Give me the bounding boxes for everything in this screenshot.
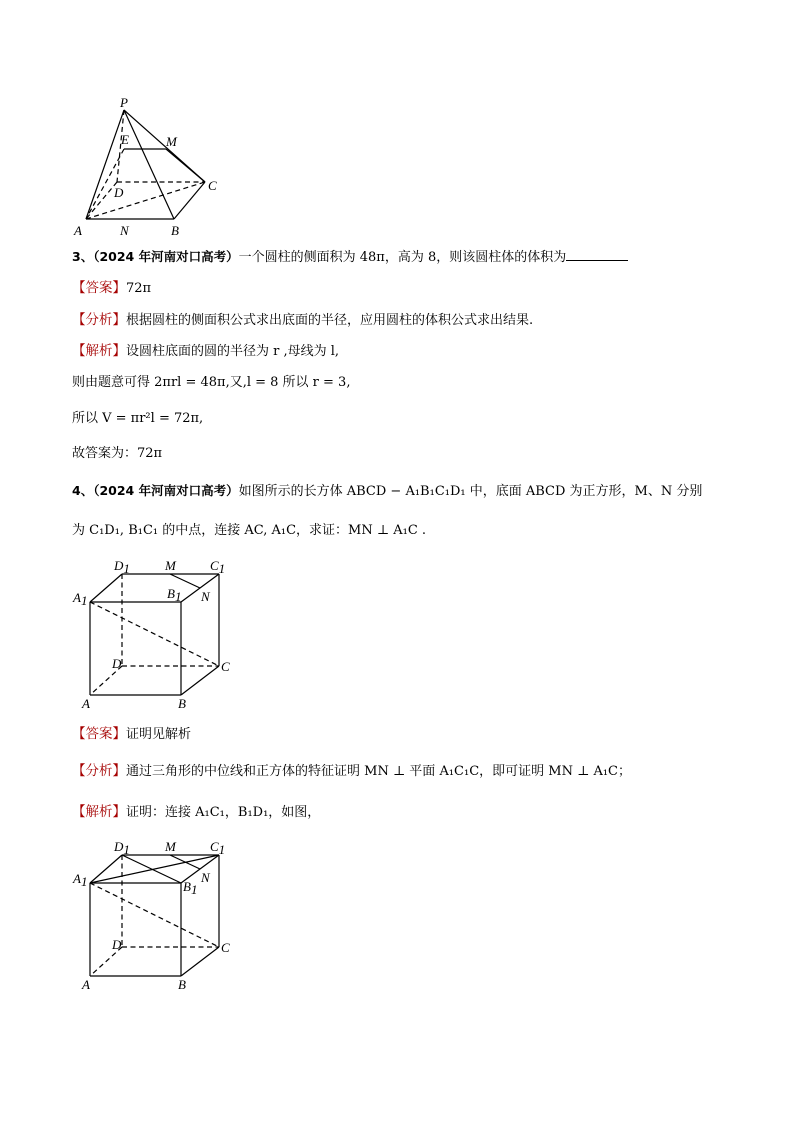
label-M: M bbox=[166, 134, 177, 149]
label-C1: C1 bbox=[210, 558, 226, 576]
label-B1: B1 bbox=[183, 879, 198, 897]
label-A1: A1 bbox=[73, 590, 88, 608]
q4-solution: 【解析】证明：连接 A₁C₁，B₁D₁，如图， bbox=[72, 804, 321, 820]
label-E: E bbox=[121, 132, 129, 147]
label-C1: C1 bbox=[210, 839, 226, 857]
q4-answer: 【答案】证明见解析 bbox=[72, 726, 192, 742]
label-M: M bbox=[165, 839, 176, 854]
answer-blank bbox=[566, 248, 628, 261]
label-D: D bbox=[112, 656, 122, 671]
label-A: A bbox=[74, 223, 82, 238]
label-C: C bbox=[221, 940, 230, 955]
label-D: D bbox=[112, 937, 122, 952]
pyramid-figure bbox=[74, 92, 234, 242]
label-B: B bbox=[178, 977, 186, 992]
q3-solution: 【解析】设圆柱底面的圆的半径为 r ,母线为 l, bbox=[72, 343, 340, 359]
label-C: C bbox=[208, 178, 217, 193]
q3-answer: 【答案】72π bbox=[72, 280, 152, 296]
label-A: A bbox=[82, 977, 90, 992]
label-N: N bbox=[201, 589, 210, 604]
q3-solution-3: 所以 V = πr²l = 72π, bbox=[72, 411, 204, 426]
q4-question-2: 为 C₁D₁, B₁C₁ 的中点，连接 AC, A₁C，求证：MN ⊥ A₁C . bbox=[72, 523, 427, 538]
label-D1: D1 bbox=[114, 839, 130, 857]
cube-figure bbox=[72, 558, 242, 718]
label-D1: D1 bbox=[114, 558, 130, 576]
label-P: P bbox=[120, 95, 128, 110]
q4-question: 4、（2024 年河南对口高考）如图所示的长方体 ABCD − A₁B₁C₁D₁ 中，底面 ABCD 为正方形，M、N 分别 bbox=[72, 483, 703, 499]
cube-figure-2 bbox=[72, 839, 242, 999]
label-N: N bbox=[120, 223, 129, 238]
label-M: M bbox=[165, 558, 176, 573]
q3-analysis: 【分析】根据圆柱的侧面积公式求出底面的半径，应用圆柱的体积公式求出结果. bbox=[72, 312, 534, 328]
q4-analysis: 【分析】通过三角形的中位线和正方体的特征证明 MN ⊥ 平面 A₁C₁C，即可证明 MN ⊥ A₁C； bbox=[72, 763, 632, 779]
label-B: B bbox=[178, 696, 186, 711]
q3-question: 3、（2024 年河南对口高考）一个圆柱的侧面积为 48π，高为 8，则该圆柱体的体积为 bbox=[72, 248, 628, 267]
label-C: C bbox=[221, 659, 230, 674]
q3-solution-2: 则由题意可得 2πrl = 48π,又,l = 8 所以 r = 3, bbox=[72, 375, 351, 390]
label-D: D bbox=[114, 185, 124, 200]
label-B1: B1 bbox=[167, 586, 182, 604]
label-A1: A1 bbox=[73, 871, 88, 889]
q3-final: 故答案为：72π bbox=[72, 446, 163, 461]
label-B: B bbox=[171, 223, 179, 238]
label-A: A bbox=[82, 696, 90, 711]
label-N: N bbox=[201, 870, 210, 885]
